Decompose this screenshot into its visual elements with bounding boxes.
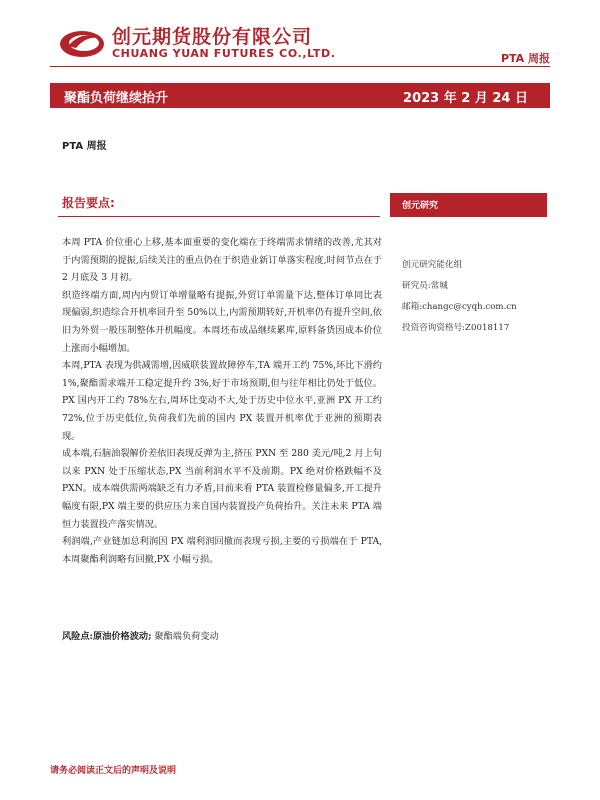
- report-date: 2023 年 2 月 24 日: [403, 91, 528, 106]
- researcher-email: 邮箱:changc@cyqh.com.cn: [402, 302, 517, 312]
- report-body: [62, 234, 382, 568]
- risk-text: 聚酯端负荷变动: [154, 631, 219, 642]
- paragraph: 织造终端方面,周内内贸订单增量略有提振,外贸订单需量下达,整体订单同比表现偏弱,织造综合开机率回升至 50%以上,内需预期转好,开机率仍有提升空间,依旧为外贸一般压制整体开机幅度。本周坯布成品继续累库,原料备货因成本价位上涨而小幅增加。: [62, 289, 382, 354]
- paragraph: 利润端,产业链加总利润因 PX 端利润回撤而表现亏损,主要的亏损端在于 PTA,本周聚酯利润略有回撤,PX 小幅亏损。: [62, 536, 382, 565]
- research-group: 创元研究能化组: [402, 260, 463, 270]
- researcher-name: 研究员:常城: [402, 281, 448, 291]
- report-title: 聚酯负荷继续抬升: [64, 91, 169, 106]
- company-name-cn: 创元期货股份有限公司: [112, 26, 313, 48]
- license-number: 投资咨询资格号:Z0018117: [402, 323, 510, 333]
- report-tag: PTA 周报: [500, 52, 550, 65]
- company-name-en: CHUANG YUAN FUTURES CO.,LTD.: [112, 47, 336, 60]
- footer-notice: 请务必阅读正文后的声明及说明: [50, 766, 177, 776]
- header-divider: [50, 66, 550, 67]
- side-box-label: 创元研究: [402, 201, 439, 211]
- paragraph: 本周,PTA 表现为供减需增,因威联装置故障停车,TA 端开工约 75%,环比下滑约 1%,聚酯需求端开工稳定提升约 3%,好于市场预期,但与往年相比仍处于低位。PX 国内开工约 78%左右,周环比变动不大,处于历史中位水平,亚洲 PX 开工约 72%,位于历史低位,负荷我们先前的国内 PX 装置开机率优于亚洲的预期表现。: [62, 360, 382, 442]
- paragraph: 本周 PTA 价位重心上移,基本面重要的变化端在于终端需求情绪的改善,尤其对于内需预期的提振,后续关注的重点仍在于织造业新订单落实程度,时间节点在于 2 月底及 3 月初。: [62, 237, 382, 284]
- company-logo-icon: [58, 24, 106, 60]
- risk-label: 风险点:原油价格波动;: [62, 631, 152, 642]
- section-title: 报告要点:: [62, 196, 115, 210]
- report-type-label: PTA 周报: [62, 141, 107, 152]
- title-banner: [50, 83, 550, 108]
- company-logo: [58, 20, 336, 64]
- paragraph: 成本端,石脑油裂解价差依旧表现反弹为主,挤压 PXN 至 280 美元/吨,2 月上旬以来 PXN 处于压缩状态,PX 当前利润水平不及前期。PX 绝对价格跌幅不及 PXN。成本端供需两端缺乏有力矛盾,目前来看 PTA 装置检修量偏多,开工提升幅度有限,PX 端主要的供应压力来自国内装置投产负荷抬升。关注未来 PTA 端恒力装置投产落实情况。: [62, 448, 382, 530]
- section-divider: [58, 216, 380, 217]
- risk-line: [62, 628, 219, 642]
- side-research-box: [390, 193, 547, 217]
- analyst-info: [402, 255, 517, 339]
